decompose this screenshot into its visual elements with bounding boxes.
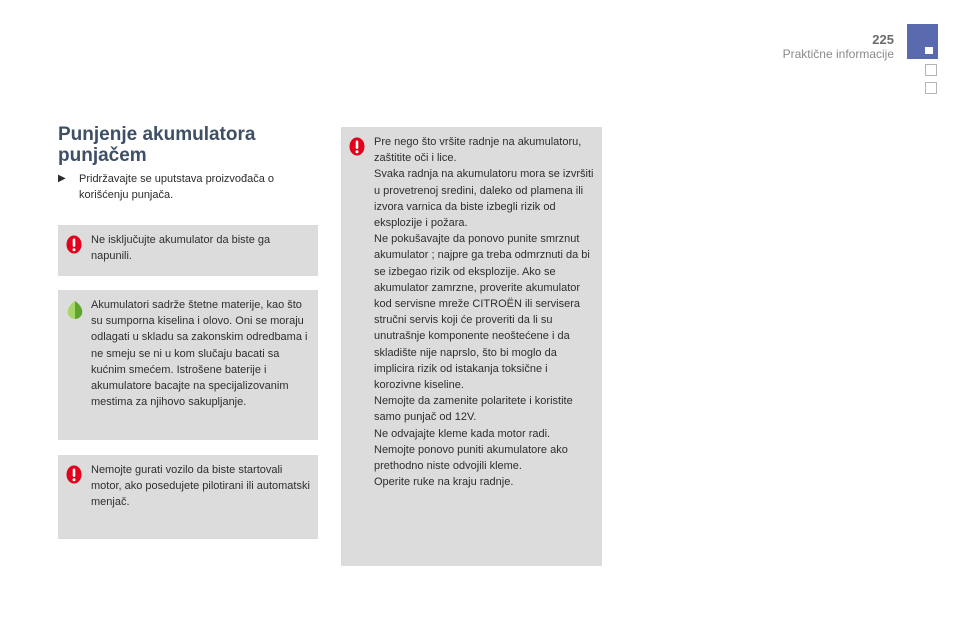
note-box-environment [58, 290, 318, 440]
warning-line: Ne pokušavajte da ponovo punite smrznut akumulator ; najpre ga treba odmrznuti da bi se izbegao rizik od eksplozije. Ako se akumulator zamrzne, proverite akumulator kod servisne mreže CITROËN ili servisera stručni servis koji će proveriti da li su unutrašnje komponente neoštećene i da skladište nije naprslo, što bi moglo da implicira rizik od istakanja toksične i korozivne kiseline. [374, 233, 590, 392]
chapter-tab-active[interactable] [907, 24, 938, 59]
note-text: Ne isključujte akumulator da biste ga napunili. [91, 234, 271, 263]
note-box-warning [58, 455, 318, 539]
page-number: 225 [872, 32, 894, 47]
warning-icon [349, 137, 365, 156]
chapter-tab[interactable] [925, 82, 937, 94]
note-box-warning [58, 225, 318, 276]
warning-line: Pre nego što vršite radnje na akumulatoru, zaštitite oči i lice. [374, 136, 582, 165]
instruction-item [58, 171, 318, 203]
note-text: Nemojte gurati vozilo da biste startovali motor, ako posedujete pilotirani ili automatski menjač. [91, 464, 310, 509]
warning-icon [66, 235, 82, 254]
side-warning-box [341, 127, 602, 566]
section-label: Praktične informacije [782, 47, 894, 61]
environment-leaf-icon [66, 300, 84, 320]
warning-icon [66, 465, 82, 484]
warning-line: Nemojte ponovo puniti akumulatore ako prethodno niste odvojili kleme. [374, 443, 568, 473]
tab-mark [925, 47, 933, 54]
note-text: Akumulatori sadrže štetne materije, kao što su sumporna kiselina i olovo. Oni se moraju odlagati u skladu sa zakonskim odredbama i ne smeju se ni u kom slučaju bacati sa kućnim smećem. Istrošene baterije i akumulatore bacajte na specijalizovanim mestima za njihovo sakupljanje. [91, 299, 308, 409]
warning-line: Ne odvajajte kleme kada motor radi. [374, 427, 551, 440]
title-line: punjačem [58, 145, 147, 166]
bullet-arrow-icon: ▶ [58, 173, 66, 184]
warning-line: Svaka radnja na akumulatoru mora se izvršiti u provetrenoj sredini, daleko od plamena ili izvora varnica da biste izbegli rizik od eksplozije i požara. [374, 168, 594, 230]
instruction-text: Pridržavajte se uputstava proizvođača o korišćenju punjača. [79, 173, 275, 201]
chapter-tab[interactable] [925, 64, 937, 76]
page-title [58, 124, 255, 166]
warning-line: Operite ruke na kraju radnje. [374, 476, 514, 489]
title-line: Punjenje akumulatora [58, 124, 256, 145]
warning-line: Nemojte da zamenite polaritete i koristite samo punjač od 12V. [374, 395, 573, 424]
